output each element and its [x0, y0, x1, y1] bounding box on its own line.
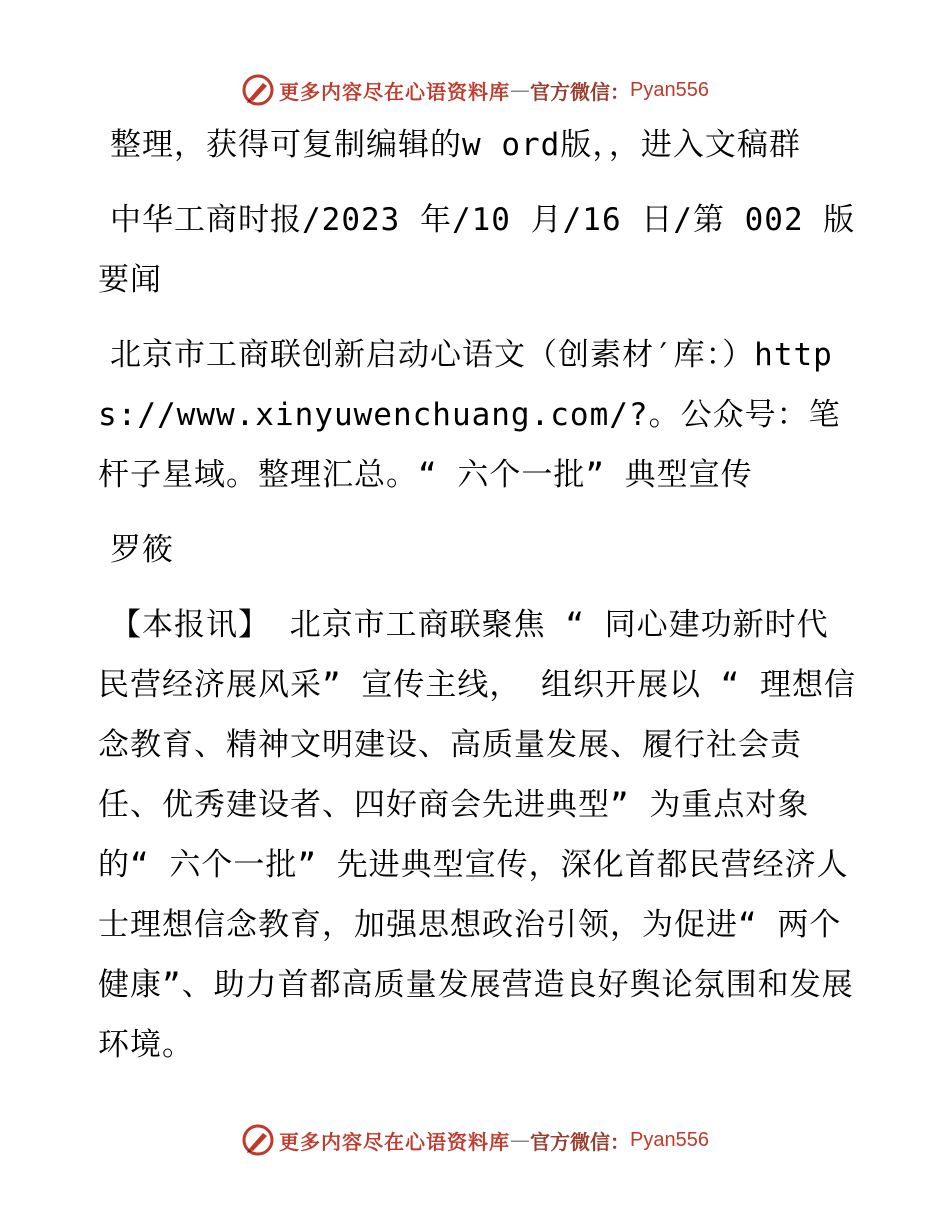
- paragraph-author: 罗筱: [110, 532, 174, 568]
- footer-banner: [0, 1120, 950, 1160]
- banner-promo-text: 更多内容尽在心语资料库: [279, 1129, 511, 1154]
- paragraph-body: 【本报讯】 北京市工商联聚焦 “ 同心建功新时代民营经济展风采” 宣传主线， 组织开展以 “ 理想信念教育、精神文明建设、高质量发展、履行社会责任、优秀建设者、四好商会先进典型” 为重点对象的“ 六个一批” 先进典型宣传，深化首都民营经济人士理想信念教育，加强思想政治引领，为促进“ 两个健康”、助力首都高质量发展营造良好舆论氛围和发展环境。: [98, 607, 856, 1063]
- pen-logo-icon: [241, 1123, 275, 1157]
- banner-wechat-label: 官方微信：: [530, 1129, 631, 1154]
- banner-dash: —: [510, 78, 531, 102]
- banner-promo-text: 更多内容尽在心语资料库: [279, 79, 511, 104]
- banner-dash: —: [510, 1128, 531, 1152]
- paragraph-source: 中华工商时报/2023 年/10 月/16 日/第 002 版要闻: [98, 202, 856, 298]
- banner-wechat-id: Pyan556: [630, 1128, 709, 1151]
- document-body: [98, 115, 858, 1090]
- paragraph-title: 北京市工商联创新启动心语文（创素材′库：）https://www.xinyuwenchuang.com/?。公众号：笔杆子星域。整理汇总。“ 六个一批” 典型宣传: [98, 337, 841, 493]
- banner-wechat-label: 官方微信：: [530, 79, 631, 104]
- header-banner: [0, 70, 950, 110]
- pen-logo-icon: [241, 73, 275, 107]
- paragraph-intro: 整理，获得可复制编辑的w ord版，，进入文稿群: [110, 127, 801, 163]
- banner-wechat-id: Pyan556: [630, 78, 709, 101]
